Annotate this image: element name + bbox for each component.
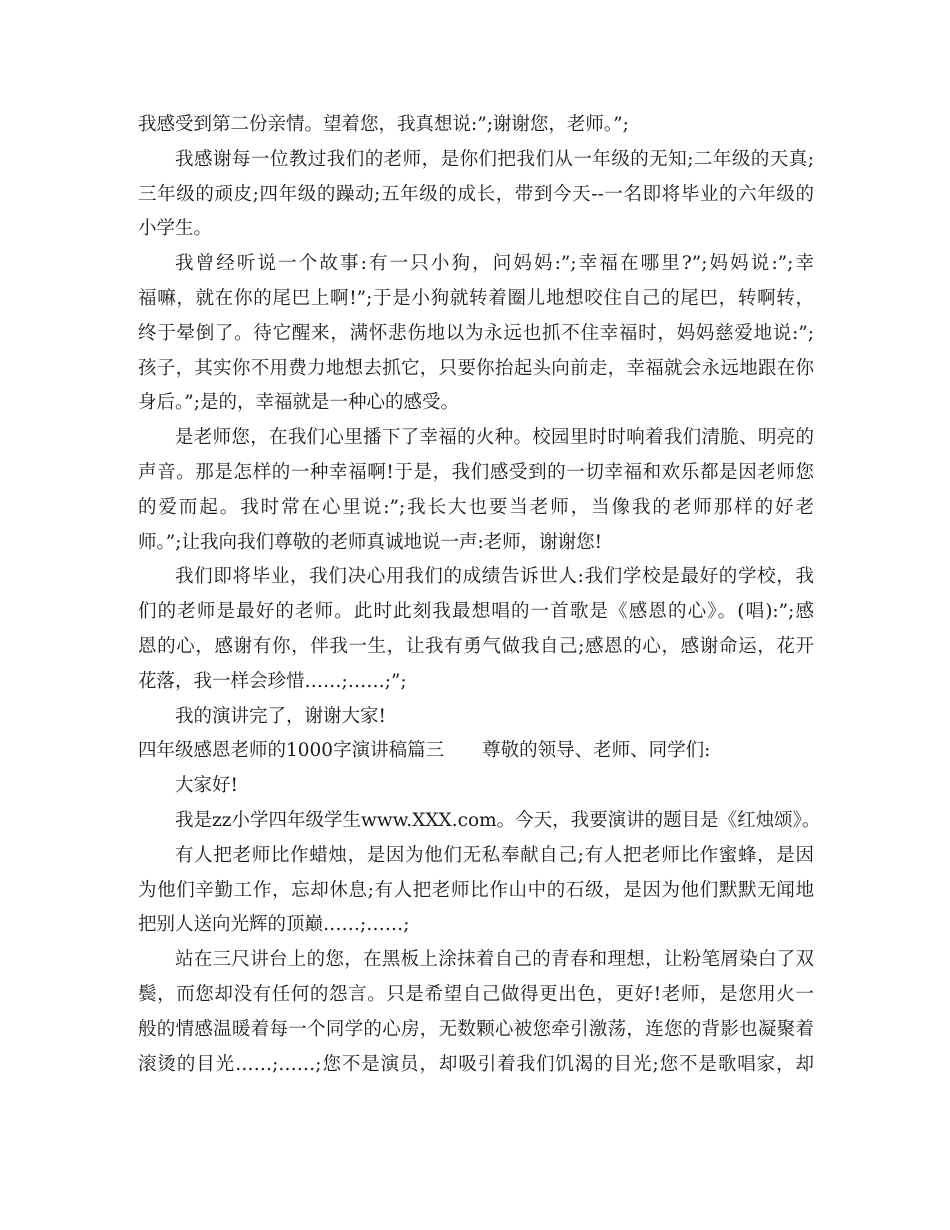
text-line: 站在三尺讲台上的您，在黑板上涂抹着自己的青春和理想，让粉笔屑染白了双	[175, 949, 814, 971]
paragraph	[138, 247, 814, 421]
paragraph	[138, 769, 814, 804]
paragraph	[138, 108, 814, 143]
paragraph	[138, 804, 821, 839]
text-line: 身后。”;是的，幸福就是一种心的感受。	[138, 392, 459, 414]
text-line: 三年级的顽皮;四年级的躁动;五年级的成长，带到今天--一名即将毕业的六年级的	[138, 183, 814, 205]
text-line: 我的演讲完了，谢谢大家!	[175, 705, 386, 727]
text-line: 终于晕倒了。待它醒来，满怀悲伤地以为永远也抓不住幸福时，妈妈慈爱地说:”;	[138, 322, 814, 344]
text-line: 们的老师是最好的老师。此时此刻我最想唱的一首歌是《感恩的心》。(唱):”;感	[138, 601, 814, 623]
text-line: 滚烫的目光……;……;您不是演员，却吸引着我们饥渴的目光;您不是歌唱家，却	[138, 1053, 814, 1075]
text-line: 把别人送向光辉的顶巅……;……;	[138, 914, 410, 936]
paragraph	[138, 560, 814, 699]
paragraph	[138, 700, 814, 735]
text-line: 花落，我一样会珍惜……;……;”;	[138, 670, 407, 692]
document-body	[138, 108, 821, 1082]
text-line: 小学生。	[138, 218, 213, 240]
text-line: 有人把老师比作蜡烛，是因为他们无私奉献自己;有人把老师比作蜜蜂，是因	[175, 844, 814, 866]
text-line: 的爱而起。我时常在心里说:”;我长大也要当老师，当像我的老师那样的好老	[138, 496, 814, 518]
text-line: 般的情感温暖着每一个同学的心房，无数颗心被您牵引激荡，连您的背影也凝聚着	[138, 1018, 814, 1040]
text-line: 我们即将毕业，我们决心用我们的成绩告诉世人:我们学校是最好的学校，我	[175, 566, 814, 588]
text-line: 为他们辛勤工作，忘却休息;有人把老师比作山中的石级，是因为他们默默无闻地	[138, 879, 814, 901]
text-line: 福嘛，就在你的尾巴上啊!”;于是小狗就转着圈儿地想咬住自己的尾巴，转啊转，	[138, 287, 814, 309]
text-line: 大家好!	[175, 775, 238, 797]
text-line: 师。”;让我向我们尊敬的老师真诚地说一声:老师，谢谢您!	[138, 531, 603, 553]
text-line: 鬓，而您却没有任何的怨言。只是希望自己做得更出色，更好!老师，是您用火一	[138, 983, 814, 1005]
text-line: 孩子，其实你不用费力地想去抓它，只要你抬起头向前走，幸福就会永远地跟在你	[138, 357, 814, 379]
text-line: 我是zz小学四年级学生www.XXX.com。今天，我要演讲的题目是《红烛颂》。	[175, 809, 821, 831]
paragraph	[138, 421, 814, 560]
section-title: 四年级感恩老师的1000字演讲稿篇三	[138, 740, 445, 762]
paragraph	[138, 839, 814, 943]
text-line: 恩的心，感谢有你，伴我一生，让我有勇气做我自己;感恩的心，感谢命运，花开	[138, 635, 814, 657]
text-line: 声音。那是怎样的一种幸福啊!于是，我们感受到的一切幸福和欢乐都是因老师您	[138, 461, 814, 483]
text-line: 我感受到第二份亲情。望着您，我真想说:”;谢谢您，老师。”;	[138, 114, 629, 135]
salutation: 尊敬的领导、老师、同学们:	[482, 740, 711, 762]
paragraph	[138, 143, 814, 247]
text-line: 我感谢每一位教过我们的老师，是你们把我们从一年级的无知;二年级的天真;	[175, 148, 814, 170]
text-line: 我曾经听说一个故事:有一只小狗，问妈妈:”;幸福在哪里?”;妈妈说:”;幸	[175, 253, 814, 275]
section-heading	[138, 734, 814, 769]
text-line: 是老师您，在我们心里播下了幸福的火种。校园里时时响着我们清脆、明亮的	[175, 427, 814, 449]
paragraph	[138, 943, 814, 1082]
